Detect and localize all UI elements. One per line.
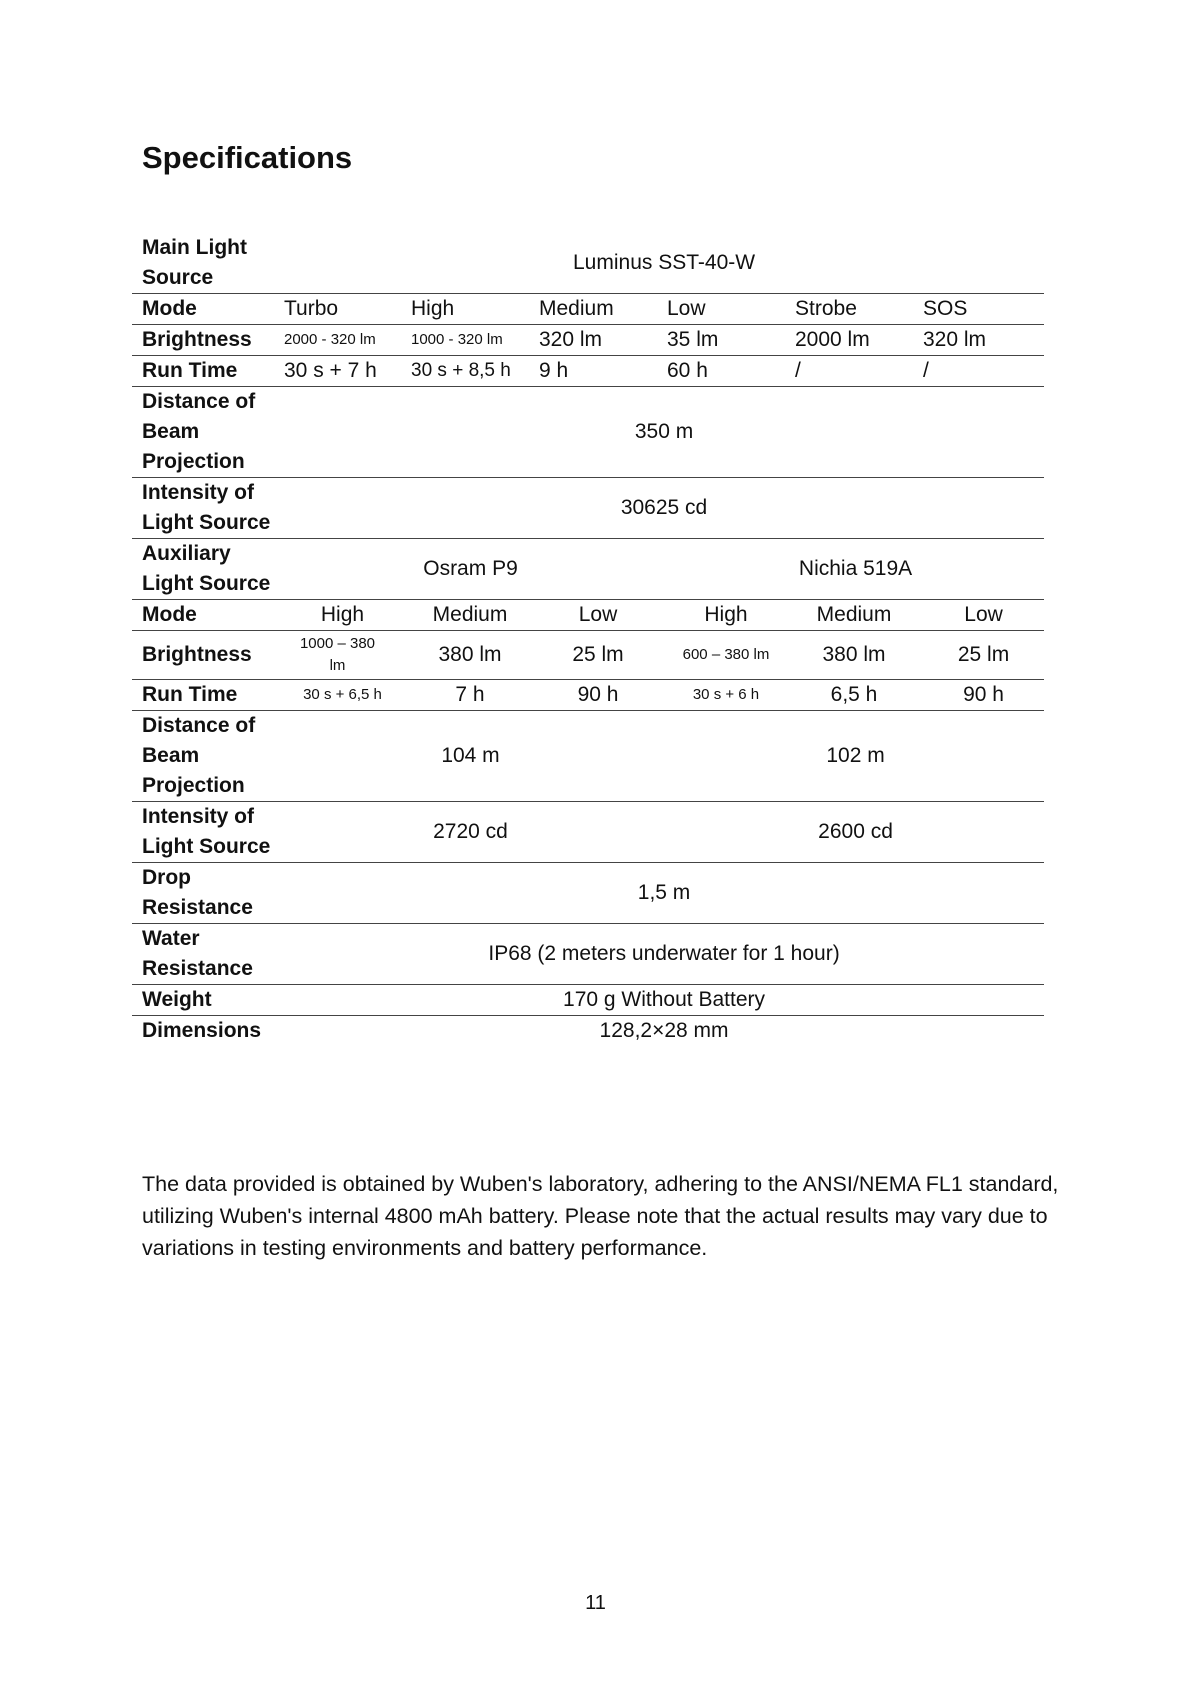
run-time-cell: 30 s + 6,5 h (303, 686, 382, 703)
main-light-source-row (132, 233, 1044, 294)
brightness-cell: 320 lm (923, 328, 987, 351)
aux-distance-value: 102 m (826, 744, 885, 767)
mode-cell: High (704, 603, 748, 626)
brightness-cell: 600 – 380 lm (682, 646, 770, 663)
run-time-cell: 30 s + 6 h (692, 686, 760, 703)
run-time-cell: 6,5 h (830, 683, 878, 706)
run-time-cell: 90 h (963, 683, 1004, 706)
row-label: Run Time (142, 683, 238, 706)
row-label: Intensity of Light Source (142, 481, 271, 534)
run-time-cell: / (795, 359, 801, 382)
row-label: Mode (142, 603, 197, 626)
water-resistance-value: IP68 (2 meters underwater for 1 hour) (488, 942, 840, 965)
row-label: Brightness (142, 328, 252, 351)
aux-run-time-row (132, 680, 1044, 711)
drop-resistance-row (132, 863, 1044, 924)
mode-cell: Low (964, 603, 1003, 626)
run-time-cell: 60 h (667, 359, 708, 382)
row-label: Distance of Beam Projection (142, 390, 256, 473)
brightness-cell: 1000 – 380 lm (299, 635, 376, 674)
aux-intensity-value: 2600 cd (818, 820, 893, 843)
run-time-cell: 90 h (577, 683, 619, 706)
mode-cell: Medium (539, 297, 614, 320)
mode-cell: Medium (816, 603, 892, 626)
aux-distance-row (132, 711, 1044, 802)
mode-cell: Low (667, 297, 706, 320)
row-label: Distance of Beam Projection (142, 714, 256, 797)
row-label: Mode (142, 297, 197, 320)
run-time-cell: / (923, 359, 929, 382)
mode-cell: High (320, 603, 365, 626)
water-resistance-row (132, 924, 1044, 985)
row-label: Drop Resistance (142, 866, 253, 919)
brightness-cell: 1000 - 320 lm (411, 331, 503, 348)
main-distance-value: 350 m (634, 420, 694, 443)
main-brightness-row (132, 325, 1044, 356)
run-time-cell: 7 h (455, 683, 485, 706)
brightness-cell: 35 lm (667, 328, 719, 351)
row-label: Dimensions (142, 1019, 262, 1042)
page-title: Specifications (142, 140, 353, 175)
row-label: Intensity of Light Source (142, 805, 271, 858)
mode-cell: Medium (432, 603, 508, 626)
brightness-cell: 2000 lm (795, 328, 870, 351)
mode-cell: Strobe (795, 297, 857, 320)
mode-cell: Low (578, 603, 618, 626)
run-time-cell: 30 s + 8,5 h (411, 360, 511, 381)
brightness-cell: 380 lm (438, 643, 502, 666)
row-label: Brightness (142, 643, 252, 666)
aux-brightness-row (132, 631, 1044, 680)
aux-distance-value: 104 m (441, 744, 500, 767)
page-number: 11 (585, 1592, 606, 1614)
main-intensity-row (132, 478, 1044, 539)
weight-value: 170 g Without Battery (563, 988, 765, 1011)
specifications-table (132, 233, 1044, 1046)
drop-resistance-value: 1,5 m (637, 881, 691, 904)
row-label: Auxiliary Light Source (142, 542, 271, 595)
aux-intensity-row (132, 802, 1044, 863)
mode-cell: Turbo (284, 297, 339, 320)
row-label: Run Time (142, 359, 238, 382)
row-label: Water Resistance (142, 927, 253, 980)
aux-light-source-value: Osram P9 (423, 557, 518, 580)
main-light-source-value: Luminus SST-40-W (573, 251, 756, 274)
aux-light-source-row (132, 539, 1044, 600)
mode-cell: SOS (923, 297, 968, 320)
weight-row (132, 985, 1044, 1016)
main-distance-row (132, 387, 1044, 478)
main-intensity-value: 30625 cd (620, 496, 708, 519)
run-time-cell: 30 s + 7 h (284, 359, 377, 382)
row-label: Weight (142, 988, 212, 1011)
dimensions-row (132, 1016, 1044, 1047)
run-time-cell: 9 h (539, 359, 569, 382)
dimensions-value: 128,2×28 mm (599, 1019, 729, 1042)
aux-intensity-value: 2720 cd (433, 820, 508, 843)
main-mode-row (132, 294, 1044, 325)
main-run-time-row (132, 356, 1044, 387)
aux-mode-row (132, 600, 1044, 631)
row-label: Main Light Source (142, 236, 247, 289)
brightness-cell: 25 lm (957, 643, 1010, 666)
mode-cell: High (411, 297, 455, 320)
brightness-cell: 320 lm (539, 328, 603, 351)
footnote-paragraph: The data provided is obtained by Wuben's laboratory, adhering to the ANSI/NEMA FL1 standard, utilizing Wuben's internal 4800 mAh battery. Please note that the actual results may vary due to variations in testing environments and battery performance. (142, 1172, 1059, 1260)
aux-light-source-value: Nichia 519A (798, 557, 913, 580)
brightness-cell: 25 lm (572, 643, 624, 666)
brightness-cell: 380 lm (822, 643, 886, 666)
brightness-cell: 2000 - 320 lm (284, 331, 376, 348)
